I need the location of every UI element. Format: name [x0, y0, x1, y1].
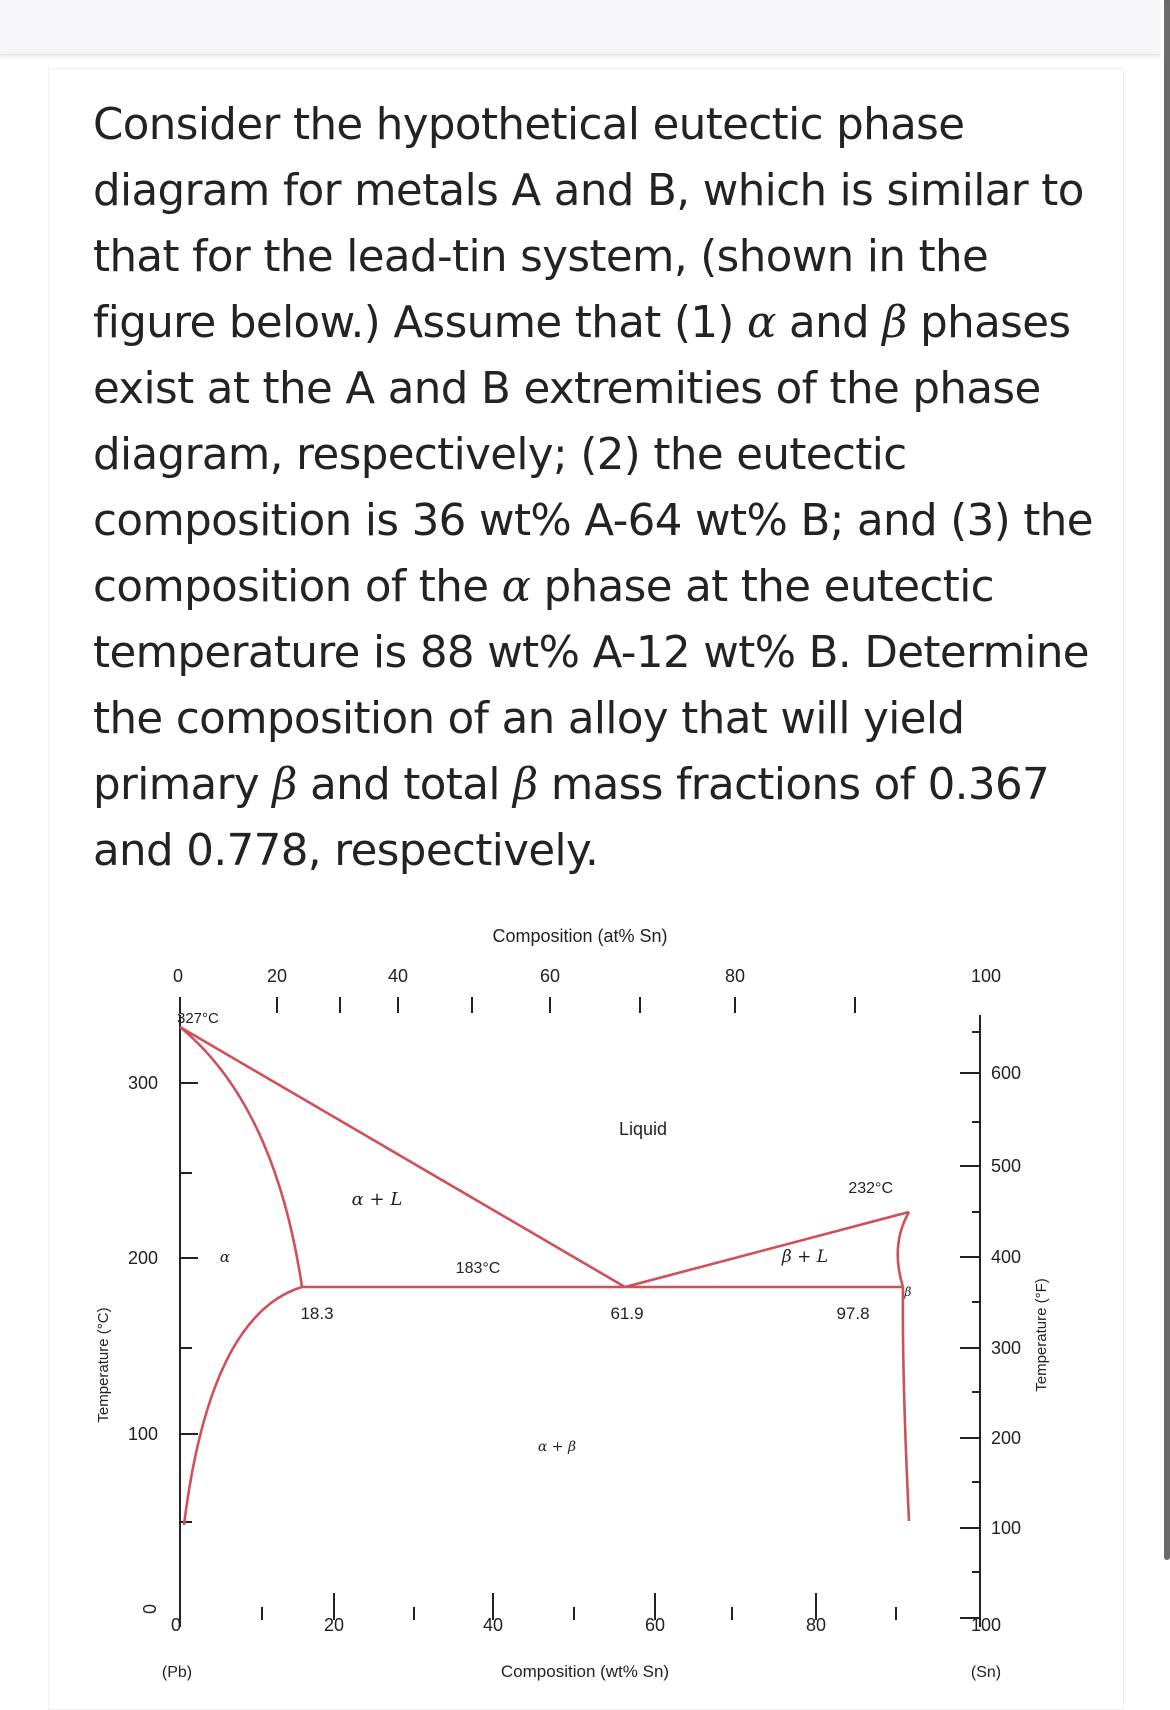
right-tick-label: 100: [991, 1518, 1022, 1538]
right-tick-label: 200: [991, 1428, 1022, 1448]
liquidus-left: [180, 1027, 625, 1287]
bottom-tick-label: 20: [323, 1615, 345, 1635]
left-axis-title: Temperature (°C): [95, 1307, 112, 1423]
top-axis-title: Composition (at% Sn): [492, 926, 668, 946]
right-tick-label: 300: [991, 1338, 1022, 1358]
alpha-plus-beta-label: α + β: [537, 1439, 577, 1455]
top-bar: [0, 0, 1160, 55]
beta-symbol: β: [513, 760, 538, 810]
top-tick-label: 60: [539, 966, 561, 986]
question-segment: mass fractions of 0.367 and 0.778, respectively.: [93, 760, 1050, 876]
phase-diagram: [80, 915, 1060, 1685]
bottom-tick-label: 40: [482, 1615, 504, 1635]
top-tick-label: 20: [266, 966, 288, 986]
sn-melt-label: 232°C: [848, 1180, 893, 1197]
beta-plus-liquid-label: β + L: [781, 1247, 829, 1267]
question-segment: Consider the hypothetical eutectic phase diagram for metals A and B, which is similar to that for the lead-tin system, (shown in the figure below.) Assume that (1): [93, 100, 1084, 348]
question-segment: and total: [296, 760, 514, 810]
left-tick-label: 200: [127, 1248, 158, 1268]
bottom-tick-label: 60: [644, 1615, 666, 1635]
right-tick-label: 400: [991, 1247, 1022, 1267]
bottom-tick-label: 100: [970, 1615, 1002, 1635]
beta-comp-label: 97.8: [836, 1304, 870, 1323]
sn-label: (Sn): [970, 1664, 1002, 1681]
beta-region-label: β: [904, 1285, 912, 1299]
alpha-plus-liquid-label: α + L: [351, 1189, 403, 1210]
question-segment: and: [775, 298, 883, 348]
right-axis-title: Temperature (°F): [1033, 1278, 1050, 1392]
alpha-symbol: α: [501, 562, 531, 612]
left-tick-label: 300: [127, 1073, 158, 1093]
question-text: [93, 92, 1093, 884]
alpha-symbol: α: [747, 298, 776, 348]
bottom-axis-title: Composition (wt% Sn): [500, 1662, 670, 1681]
left-tick-label: 0: [140, 1604, 160, 1615]
solvus-left: [184, 1287, 302, 1525]
bottom-tick-label: 0: [170, 1615, 182, 1635]
top-tick-label: 100: [970, 966, 1002, 986]
top-tick-label: 80: [724, 966, 746, 986]
solvus-right: [903, 1287, 909, 1521]
eutectic-comp-label: 61.9: [610, 1304, 644, 1323]
right-tick-label: 600: [991, 1063, 1022, 1083]
left-tick-label: 100: [127, 1424, 158, 1444]
right-tick-label: 500: [991, 1156, 1022, 1176]
beta-symbol: β: [272, 760, 297, 810]
question-segment: phases exist at the A and B extremities of the phase diagram, respectively; (2) the eutectic composition is 36 wt% A-64 wt% B; and (3) the composition of the: [93, 298, 1093, 612]
solidus-right: [898, 1212, 909, 1287]
liquid-region-label: Liquid: [618, 1119, 668, 1139]
alpha-region-label: α: [219, 1248, 231, 1266]
eutectic-temp-label: 183°C: [455, 1260, 501, 1277]
scrollbar[interactable]: [1164, 0, 1170, 1560]
top-tick-label: 40: [387, 966, 409, 986]
bottom-tick-label: 80: [805, 1615, 827, 1635]
pb-melt-label: 327°C: [177, 1010, 219, 1027]
alpha-comp-label: 18.3: [300, 1304, 334, 1323]
pb-label: (Pb): [161, 1664, 193, 1681]
question-segment: phase at the eutectic temperature is 88 wt% A-12 wt% B. Determine the composition of an alloy that will yield primary: [93, 562, 1089, 810]
solidus-left: [180, 1027, 302, 1287]
top-tick-label: 0: [172, 966, 184, 986]
liquidus-right: [625, 1212, 909, 1287]
beta-symbol: β: [882, 298, 907, 348]
